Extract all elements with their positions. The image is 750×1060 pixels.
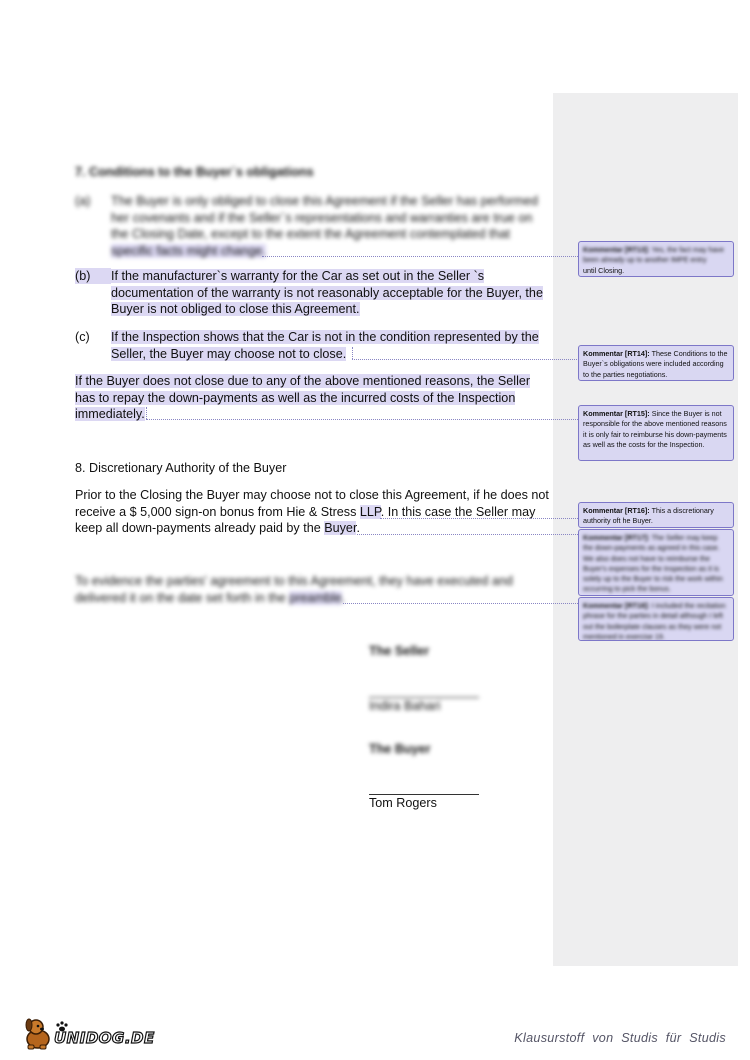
- item-b-label: (b): [75, 269, 91, 283]
- seller-name: Indira Bahari: [369, 699, 441, 713]
- footer-tagline: Klausurstoff von Studis für Studis: [514, 1031, 726, 1045]
- item-b-text: If the manufacturer`s warranty for the Car as set out in the Seller `s documentation of the warranty is not reasonably acceptable for the Buyer, the Buyer is not obliged to close this Agreement.: [111, 269, 543, 316]
- connector-rt15-tick: [146, 407, 147, 419]
- comment-rt15[interactable]: Kommentar [RT15]: Since the Buyer is not responsible for the above mentioned reasons it is only fair to reimburse his down-payments as well as the costs for the Inspection.: [578, 405, 734, 461]
- item-a-label: (a): [75, 194, 91, 208]
- connector-rt14-tick: [352, 347, 353, 359]
- comment-rt13[interactable]: Kommentar [RT13]: Yes, the fact may have been already up to another IMPE entry until Closing.: [578, 241, 734, 277]
- comment-rt17[interactable]: Kommentar [RT17]: The Seller may keep the down-payments as agreed in this case. We also does not have to reimburse the Buyer's expenses for the Inspection as it is solely up to the Buyer to risk the work within occurring to pick the bonus.: [578, 529, 734, 596]
- item-c-text: If the Inspection shows that the Car is not in the condition represented by the Seller, the Buyer may choose not to close.: [111, 330, 539, 361]
- buyer-label: The Buyer: [369, 742, 431, 756]
- connector-rt17: [357, 534, 578, 535]
- section-8-text: Prior to the Closing the Buyer may choose not to close this Agreement, if he does not receive a $ 5,000 sign-on bonus from Hie & Stress LLP. In this case the Seller may keep all down-payments already paid by the Buyer.: [75, 488, 549, 535]
- item-c-label: (c): [75, 330, 90, 344]
- unidog-logo[interactable]: [20, 1015, 170, 1053]
- buyer-name: Tom Rogers: [369, 796, 437, 810]
- connector-rt14: [352, 359, 577, 360]
- section-8-heading: 8. Discretionary Authority of the Buyer: [75, 461, 287, 475]
- connector-rt18: [343, 603, 578, 604]
- comment-rt16[interactable]: Kommentar [RT16]: This a discretionary authority oft he Buyer.: [578, 502, 734, 528]
- section-7-heading: 7. Conditions to the Buyer`s obligations: [75, 165, 314, 179]
- section-7-closing: If the Buyer does not close due to any of the above mentioned reasons, the Seller has to repay the down-payments as well as the incurred costs of the Inspection immediately.: [75, 374, 531, 421]
- logo-text: UNIDOG.DE: [54, 1029, 155, 1047]
- connector-rt16: [380, 518, 578, 519]
- connector-rt15: [146, 419, 578, 420]
- item-a-text: The Buyer is only obliged to close this Agreement if the Seller has performed her covenants and if the Seller`s representations and warranties are true on the Closing Date, except to the extent the Agreement contemplated that specific facts might change.: [111, 194, 539, 258]
- seller-label: The Seller: [369, 644, 430, 658]
- witness-paragraph: To evidence the parties' agreement to this Agreement, they have executed and delivered it on the date set forth in the preamble.: [75, 574, 513, 605]
- comment-rt18[interactable]: Kommentar [RT18]: I included the recitation phrase for the parties in detail although I left out the boilerplate clauses as they were not mentioned in exercise 19.: [578, 597, 734, 641]
- comment-rt14[interactable]: Kommentar [RT14]: These Conditions to the Buyer`s obligations were included according to the parties negotiations.: [578, 345, 734, 381]
- connector-rt13: [262, 256, 578, 257]
